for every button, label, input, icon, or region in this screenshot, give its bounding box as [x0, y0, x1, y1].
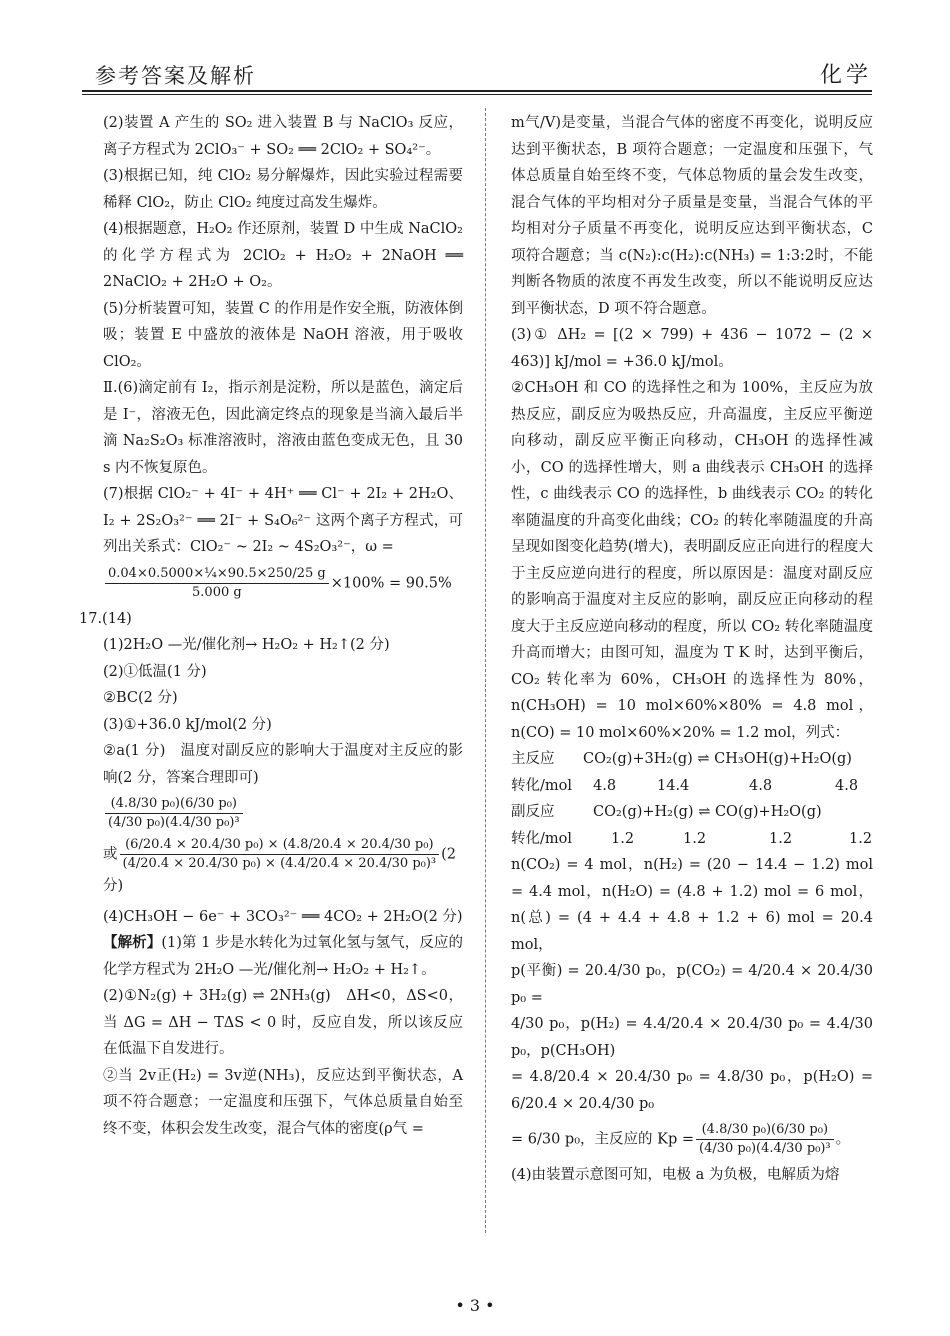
answer-1: (1)2H₂O —光/催化剂→ H₂O₂ + H₂↑(2 分) — [103, 637, 390, 653]
answer-4: (4)CH₃OH − 6e⁻ + 3CO₃²⁻ ══ 4CO₂ + 2H₂O(2 分) — [103, 908, 463, 925]
side-reaction-label: 副反应 — [511, 804, 555, 820]
column-divider — [485, 108, 486, 1233]
omega-result: ×100% = 90.5% — [330, 575, 452, 591]
paragraph-6: Ⅱ.(6)滴定前有 I₂，指示剂是淀粉，所以是蓝色，滴定后是 I⁻，溶液无色，因此滴定终点的现象是当滴入最后半滴 Na₂S₂O₃ 标准溶液时，溶液由蓝色变成无色，且 30 s 内不恢复原色。 — [103, 380, 463, 476]
kp1-denominator: (4/30 p₀)(4.4/30 p₀)³ — [108, 815, 240, 830]
kp2-prefix: 或 — [103, 846, 118, 863]
kp-main-fraction — [696, 1121, 834, 1158]
main-conversion-label: 转化/mol — [511, 777, 573, 794]
kp-main-denominator: (4/30 p₀)(4.4/30 p₀)³ — [699, 1141, 831, 1156]
kp-main-numerator: (4.8/30 p₀)(6/30 p₀) — [696, 1121, 834, 1140]
page-header — [0, 0, 950, 96]
kp-fraction-1 — [105, 795, 243, 832]
left-column — [79, 110, 464, 1142]
kp1-numerator: (4.8/30 p₀)(6/30 p₀) — [105, 795, 243, 814]
side-conv-co2: 1.2 — [611, 830, 635, 847]
right-paragraph-3: ②CH₃OH 和 CO 的选择性之和为 100%，主反应为放热反应，副反应为吸热反应，升高温度，主反应平衡逆向移动，副反应平衡正向移动，CH₃OH 的选择性减小，CO 的选择性增大，则 a 曲线表示 CH₃OH 的选择性，c 曲线表示 CO 的选择性，b 曲线表示 CO₂ 的转化率随温度的升高变化曲线；CO₂ 的转化率随温度的升高呈现如图变化趋势(增大)，表明副反应正向进行的程度大于主反应逆向进行的程度，所以原因是：温度对副反应的影响高于温度对主反应的影响，副反应正向移动的程度大于主反应逆向移动的程度，所以 CO₂ 转化率随温度升高而增大；由图可知，温度为 T K 时，达到平衡后，CO₂ 转化率为 60%，CH₃OH 的选择性为 80%，n(CH₃OH) = 10 mol×60%×80% = 4.8 mol，n(CO) = 10 mol×60%×20% = 1.2 mol，列式： — [511, 380, 873, 741]
paragraph-3: (3)根据已知，纯 ClO₂ 易分解爆炸，因此实验过程需要稀释 ClO₂，防止 ClO₂ 纯度过高发生爆炸。 — [103, 168, 463, 211]
paragraph-5: (5)分析装置可知，装置 C 的作用是作安全瓶，防液体倒吸；装置 E 中盛放的液体是 NaOH 溶液，用于吸收 ClO₂。 — [103, 300, 463, 370]
analysis-3: ②当 2v正(H₂) = 3v逆(NH₃)，反应达到平衡状态，A 项不符合题意；一定温度和压强下，气体总质量自始至终不变，体积会发生改变，混合气体的密度(ρ气 = — [103, 1067, 463, 1137]
analysis-1 — [103, 930, 463, 983]
kp-formula-1 — [103, 795, 463, 832]
right-paragraph-4: n(CO₂) = 4 mol，n(H₂) = (20 − 14.4 − 1.2) mol = 4.4 mol，n(H₂O) = (4.8 + 1.2) mol = 6 mol，n(总) = (4 + 4.4 + 4.8 + 1.2 + 6) mol = 20.4 mol， — [511, 857, 873, 953]
kp-formula-2 — [103, 836, 463, 900]
header-rule-thin — [82, 94, 872, 95]
right-paragraph-1: m气/V)是变量，当混合气体的密度不再变化，说明反应达到平衡状态，B 项符合题意；一定温度和压强下，气体总质量自始至终不变，气体总物质的量会发生改变，混合气体的平均相对分子质量是变量，当混合气体的平均相对分子质量不再变化，说明反应达到平衡状态，C 项符合题意；当 c(N₂):c(H₂):c(NH₃) = 1:3:2时，不能判断各物质的浓度不再发生改变，所以不能说明反应达到平衡状态，D 项不符合题意。 — [511, 115, 873, 317]
right-paragraph-5: p(平衡) = 20.4/30 p₀，p(CO₂) = 4/20.4 × 20.4/30 p₀ = — [511, 963, 873, 1006]
omega-numerator: 0.04×0.5000×¼×90.5×250/25 g — [105, 565, 329, 584]
main-reaction-label: 主反应 — [511, 751, 555, 767]
header-subject-title: 化学 — [819, 63, 872, 88]
page-number: • 3 • — [455, 1296, 495, 1315]
answer-2-1: (2)①低温(1 分) — [103, 663, 207, 680]
main-reaction-row — [511, 746, 873, 773]
question-17-heading: 17.(14) — [79, 610, 132, 627]
answer-3-2: ②a(1 分) 温度对副反应的影响大于温度对主反应的影响(2 分，答案合理即可) — [103, 743, 463, 786]
main-reaction-equation: CO₂(g)+3H₂(g) ⇌ CH₃OH(g)+H₂O(g) — [583, 751, 852, 767]
analysis-label: 【解析】 — [103, 934, 162, 951]
right-paragraph-2: (3)① ΔH₂ = [(2 × 799) + 436 − 1072 − (2 × 463)] kJ/mol = +36.0 kJ/mol。 — [511, 327, 873, 370]
answer-3-1: (3)①+36.0 kJ/mol(2 分) — [103, 716, 272, 733]
side-conv-h2: 1.2 — [683, 830, 707, 847]
header-left-title: 参考答案及解析 — [95, 64, 256, 88]
side-conversion-row — [511, 826, 873, 853]
kp-main-prefix: = 6/30 p₀，主反应的 Kp = — [511, 1131, 695, 1148]
main-conv-ch3oh: 4.8 — [749, 777, 773, 794]
right-paragraph-6: 4/30 p₀，p(H₂) = 4.4/20.4 × 20.4/30 p₀ = 4.4/30 p₀，p(CH₃OH) — [511, 1016, 873, 1059]
kp-main-tail: 。 — [835, 1131, 851, 1148]
side-conv-co: 1.2 — [769, 830, 793, 847]
header-rule-thick — [82, 90, 872, 92]
kp2-denominator: (4/20.4 × 20.4/30 p₀) × (4.4/20.4 × 20.4/30 p₀)³ — [122, 856, 437, 871]
paragraph-7: (7)根据 ClO₂⁻ + 4I⁻ + 4H⁺ ══ Cl⁻ + 2I₂ + 2H₂O、I₂ + 2S₂O₃²⁻ ══ 2I⁻ + S₄O₆²⁻ 这两个离子方程式，可列出关系式：ClO₂⁻ ~ 2I₂ ~ 4S₂O₃²⁻，ω = — [103, 486, 463, 555]
kp2-score: (2 分) — [103, 846, 457, 894]
side-reaction-equation: CO₂(g)+H₂(g) ⇌ CO(g)+H₂O(g) — [593, 804, 822, 820]
omega-denominator: 5.000 g — [192, 584, 242, 600]
paragraph-4: (4)根据题意，H₂O₂ 作还原剂，装置 D 中生成 NaClO₂ 的化学方程式为 2ClO₂ + H₂O₂ + 2NaOH ══ 2NaClO₂ + 2H₂O + O₂。 — [103, 221, 463, 290]
main-conversion-row — [511, 773, 873, 800]
kp2-numerator: (6/20.4 × 20.4/30 p₀) × (4.8/20.4 × 20.4/30 p₀) — [120, 836, 440, 855]
side-conversion-label: 转化/mol — [511, 830, 573, 847]
omega-fraction — [105, 565, 329, 602]
side-conv-h2o: 1.2 — [849, 830, 873, 847]
right-paragraph-7: = 4.8/20.4 × 20.4/30 p₀ = 4.8/30 p₀，p(H₂O) = 6/20.4 × 20.4/30 p₀ — [511, 1069, 873, 1112]
right-column — [511, 110, 873, 1189]
kp-fraction-2 — [120, 836, 440, 873]
side-reaction-row — [511, 799, 873, 826]
main-conv-h2o: 4.8 — [835, 777, 859, 794]
main-conv-h2: 14.4 — [657, 777, 690, 794]
main-conv-co2: 4.8 — [593, 777, 617, 794]
kp-main-formula — [511, 1121, 873, 1158]
analysis-2: (2)①N₂(g) + 3H₂(g) ⇌ 2NH₃(g) ΔH<0，ΔS<0，当 ΔG = ΔH − TΔS < 0 时，反应自发，所以该反应在低温下自发进行。 — [103, 988, 463, 1057]
omega-formula — [103, 565, 463, 602]
answer-2-2: ②BC(2 分) — [103, 690, 178, 706]
right-paragraph-9: (4)由装置示意图可知，电极 a 为负极，电解质为熔 — [511, 1167, 840, 1183]
analysis-1-text: (1)第 1 步是水转化为过氧化氢与氢气，反应的化学方程式为 2H₂O —光/催化剂→ H₂O₂ + H₂↑。 — [103, 935, 464, 978]
paragraph-2: (2)装置 A 产生的 SO₂ 进入装置 B 与 NaClO₃ 反应，离子方程式为 2ClO₃⁻ + SO₂ ══ 2ClO₂ + SO₄²⁻。 — [103, 115, 463, 158]
